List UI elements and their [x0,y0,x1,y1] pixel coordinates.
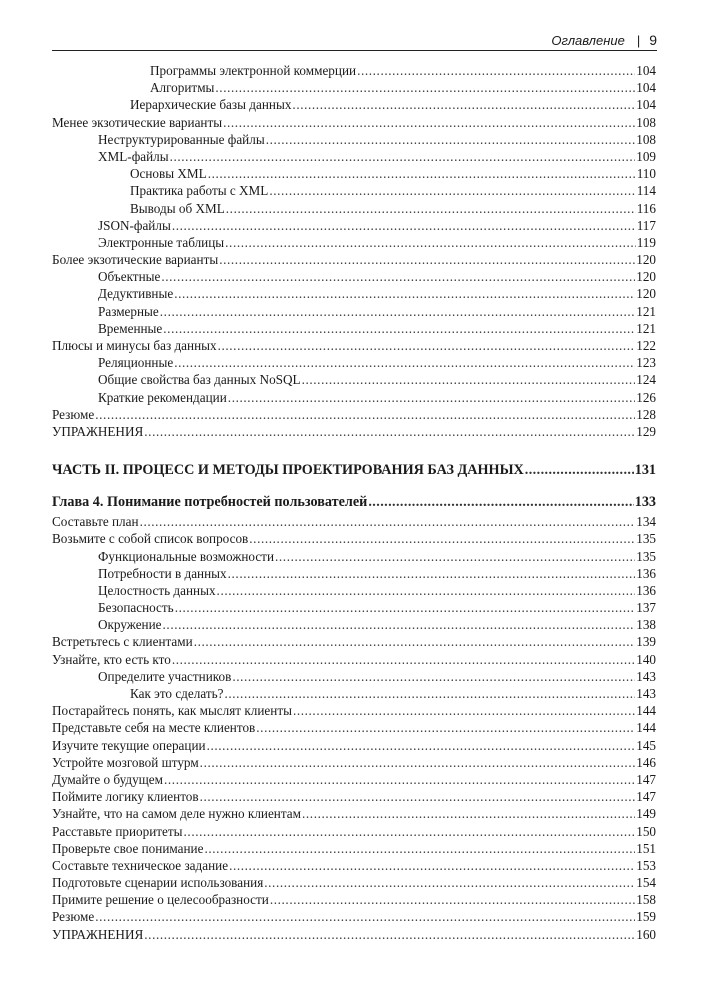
toc-entry[interactable] [52,406,656,423]
toc-entry[interactable] [52,719,656,736]
toc-entry[interactable] [52,805,656,822]
toc-entry-title: Целостность данных [98,582,216,598]
toc-entry[interactable] [52,685,656,702]
toc-dot-leader [219,251,635,268]
toc-dot-leader [218,337,636,354]
toc-dot-leader [164,771,635,788]
toc-entry-title: Поймите логику клиентов [52,789,199,805]
toc-entry-page: 108 [636,131,656,147]
toc-entry-page: 121 [636,303,656,319]
toc-dot-leader [302,805,635,822]
toc-entry-title: Объектные [98,269,161,285]
toc-entry[interactable] [52,200,656,217]
toc-entry[interactable] [52,565,656,582]
toc-entry[interactable] [52,354,656,371]
toc-dot-leader [228,389,635,406]
toc-entry[interactable] [52,234,656,251]
toc-entry-page: 154 [636,875,656,891]
toc-dot-leader [161,268,635,285]
toc-entry-page: 133 [634,494,656,511]
toc-dot-leader [226,200,636,217]
toc-entry[interactable] [52,616,656,633]
toc-dot-leader [170,148,636,165]
toc-entry[interactable] [52,823,656,840]
toc-dot-leader [224,685,635,702]
toc-entry-title: ЧАСТЬ II. ПРОЦЕСС И МЕТОДЫ ПРОЕКТИРОВАНИЯ БАЗ ДАННЫХ [52,462,524,479]
toc-entry[interactable] [52,702,656,719]
toc-entry-title: Встретьтесь с клиентами [52,634,193,650]
toc-entry-page: 109 [636,148,656,164]
toc-entry-page: 128 [636,406,656,422]
toc-entry-page: 122 [636,338,656,353]
toc-dot-leader [95,406,635,423]
toc-entry-page: 146 [636,754,656,770]
toc-entry-page: 135 [636,531,656,547]
toc-entry-title: Плюсы и минусы баз данных [52,338,217,353]
toc-entry-title: УПРАЖНЕНИЯ [52,926,144,942]
toc-entry-title: Думайте о будущем [52,771,164,787]
toc-entry-page: 136 [636,582,656,598]
toc-entry-page: 150 [636,823,656,839]
toc-entry[interactable] [52,891,656,908]
toc-entry-page: 137 [636,600,656,616]
running-header-separator: | [636,32,641,48]
toc-entry-title: Потребности в данных [98,565,227,581]
toc-entry-title: Иерархические базы данных [130,97,292,113]
toc-entry[interactable] [52,389,656,406]
toc-entry-page: 139 [636,634,656,650]
toc-entry-page: 144 [636,703,656,719]
toc-dot-leader [144,423,635,440]
toc-entry[interactable] [52,148,656,165]
toc-entry-title: Окружение [98,617,162,633]
toc-dot-leader [270,891,635,908]
toc-entry-page: 138 [636,617,656,633]
toc-dot-leader [256,719,635,736]
toc-entry[interactable] [52,668,656,685]
toc-entry[interactable] [52,165,656,182]
toc-dot-leader [223,114,635,131]
toc-entry-page: 131 [634,462,656,479]
toc-dot-leader [140,513,636,530]
toc-entry-title: Дедуктивные [98,286,174,302]
toc-entry-title: Изучите текущие операции [52,737,206,753]
toc-entry-page: 126 [636,389,656,405]
toc-entry-page: 153 [636,857,656,873]
toc-entry-page: 104 [636,97,656,113]
running-header-page-number: 9 [649,32,657,48]
toc-entry[interactable] [52,285,656,302]
toc-entry[interactable] [52,548,656,565]
toc-entry[interactable] [52,582,656,599]
toc-entry-title: Представьте себя на месте клиентов [52,720,256,736]
toc-entry-page: 147 [636,771,656,787]
toc-dot-leader [204,840,635,857]
toc-dot-leader [264,874,635,891]
toc-entry-title: Устройте мозговой штурм [52,754,199,770]
toc-entry-title: Возьмите с собой список вопросов [52,531,249,547]
toc-dot-leader [525,459,634,481]
toc-entry-page: 149 [636,806,656,822]
toc-dot-leader [269,182,635,199]
toc-entry-page: 143 [636,686,656,701]
toc-entry-title: JSON-файлы [98,217,171,233]
running-header [52,30,657,51]
toc-dot-leader [225,234,636,251]
toc-entry[interactable] [52,513,656,530]
toc-entry-title: Расставьте приоритеты [52,823,183,839]
toc-entry-page: 158 [636,892,656,908]
toc-entry-page: 104 [636,80,656,96]
toc-entry[interactable] [52,737,656,754]
toc-entry[interactable] [52,182,656,199]
toc-dot-leader [208,165,636,182]
toc-entry[interactable] [52,599,656,616]
toc-entry-title: Функциональные возможности [98,548,275,564]
toc-entry-page: 151 [636,840,656,856]
toc-part-heading[interactable] [52,459,656,481]
toc-dot-leader [172,217,636,234]
toc-dot-leader [302,371,636,388]
toc-dot-leader [215,79,635,96]
toc-entry-page: 121 [636,320,656,336]
toc-entry-page: 160 [636,926,656,942]
toc-entry-title: Менее экзотические варианты [52,114,223,130]
toc-entry-page: 159 [636,909,656,925]
toc-entry-title: Проверьте свое понимание [52,840,204,856]
toc-dot-leader [163,320,635,337]
toc-entry-title: Краткие рекомендации [98,389,227,405]
toc-entry-page: 123 [636,355,656,371]
toc-dot-leader [207,737,636,754]
toc-entry-page: 124 [636,372,656,388]
toc-dot-leader [293,702,635,719]
toc-dot-leader [194,633,636,650]
toc-dot-leader [160,303,635,320]
toc-entry[interactable] [52,79,656,96]
toc-entry-page: 119 [636,234,656,250]
toc-entry[interactable] [52,754,656,771]
toc-dot-leader [292,96,635,113]
toc-entry-page: 114 [636,183,656,199]
toc-chapter-heading[interactable] [52,491,656,513]
toc-entry-page: 117 [636,217,656,233]
toc-entry-title: Программы электронной коммерции [150,63,357,78]
toc-entry-title: Резюме [52,406,95,422]
toc-entry-page: 144 [636,720,656,736]
toc-entry[interactable] [52,268,656,285]
toc-entry-page: 136 [636,565,656,581]
toc-dot-leader [174,354,635,371]
toc-entry-title: Более экзотические варианты [52,252,219,268]
toc-entry-page: 120 [636,252,656,268]
toc-entry-title: Временные [98,320,163,336]
toc-entry-title: УПРАЖНЕНИЯ [52,423,144,439]
toc-entry-title: Электронные таблицы [98,234,225,250]
toc-entry[interactable] [52,908,656,925]
toc-dot-leader [266,131,636,148]
toc-entry-page: 145 [636,737,656,753]
toc-entry[interactable] [52,633,656,650]
toc-dot-leader [175,599,636,616]
table-of-contents [52,62,656,943]
toc-entry-title: Подготовьте сценарии использования [52,875,264,891]
toc-entry[interactable] [52,840,656,857]
toc-dot-leader [144,926,635,943]
toc-entry-title: Выводы об XML [130,200,225,216]
toc-entry-page: 134 [636,514,656,530]
toc-entry-page: 110 [636,166,656,182]
toc-dot-leader [368,491,633,513]
toc-dot-leader [163,616,636,633]
toc-entry-page: 147 [636,789,656,805]
toc-entry-title: Резюме [52,909,95,925]
toc-entry-title: Неструктурированные файлы [98,131,265,147]
toc-entry-title: Составьте техническое задание [52,857,229,873]
toc-entry-title: Безопасность [98,600,174,616]
toc-entry-page: 135 [636,548,656,564]
toc-entry-title: Узнайте, что на самом деле нужно клиентам [52,806,301,822]
toc-entry[interactable] [52,651,656,668]
toc-dot-leader [174,285,635,302]
toc-entry[interactable] [52,320,656,337]
toc-entry-title: Основы XML [130,166,207,182]
toc-entry-title: Составьте план [52,514,139,530]
toc-entry-page: 116 [636,200,656,216]
toc-entry-title: Глава 4. Понимание потребностей пользователей [52,494,368,511]
toc-entry-page: 129 [636,423,656,439]
toc-entry-title: Практика работы с XML [130,183,269,199]
toc-dot-leader [95,908,635,925]
toc-entry[interactable] [52,857,656,874]
toc-entry[interactable] [52,371,656,388]
toc-entry[interactable] [52,337,656,354]
toc-entry[interactable] [52,874,656,891]
toc-entry[interactable] [52,303,656,320]
toc-entry[interactable] [52,771,656,788]
toc-entry[interactable] [52,251,656,268]
toc-entry-title: XML-файлы [98,148,169,164]
toc-entry-title: Общие свойства баз данных NoSQL [98,372,301,388]
toc-entry-title: Постарайтесь понять, как мыслят клиенты [52,703,292,719]
toc-dot-leader [217,582,636,599]
toc-entry-title: Определите участников [98,668,232,684]
toc-entry[interactable] [52,114,656,131]
toc-entry-page: 143 [636,668,656,684]
toc-entry-page: 120 [636,286,656,302]
toc-entry[interactable] [52,926,656,943]
toc-entry-page: 140 [636,651,656,667]
toc-dot-leader [200,788,636,805]
toc-entry[interactable] [52,131,656,148]
toc-entry[interactable] [52,788,656,805]
toc-entry-page: 108 [636,114,656,130]
toc-entry[interactable] [52,530,656,547]
toc-dot-leader [249,530,635,547]
toc-entry-title: Примите решение о целесообразности [52,892,269,908]
toc-dot-leader [184,823,636,840]
toc-dot-leader [275,548,635,565]
toc-dot-leader [228,565,636,582]
toc-entry-title: Реляционные [98,355,174,371]
toc-entry[interactable] [52,423,656,440]
toc-dot-leader [232,668,635,685]
running-header-section-title: Оглавление [551,32,625,48]
toc-dot-leader [172,651,635,668]
toc-entry-page: 104 [636,63,656,78]
toc-dot-leader [229,857,635,874]
toc-dot-leader [200,754,636,771]
toc-entry-title: Узнайте, кто есть кто [52,651,171,667]
toc-entry[interactable] [52,62,656,79]
toc-entry-title: Размерные [98,303,159,319]
toc-entry-page: 120 [636,269,656,285]
toc-entry[interactable] [52,217,656,234]
toc-dot-leader [357,62,635,79]
toc-entry[interactable] [52,96,656,113]
toc-entry-title: Алгоритмы [150,80,215,96]
toc-entry-title: Как это сделать? [130,686,224,701]
